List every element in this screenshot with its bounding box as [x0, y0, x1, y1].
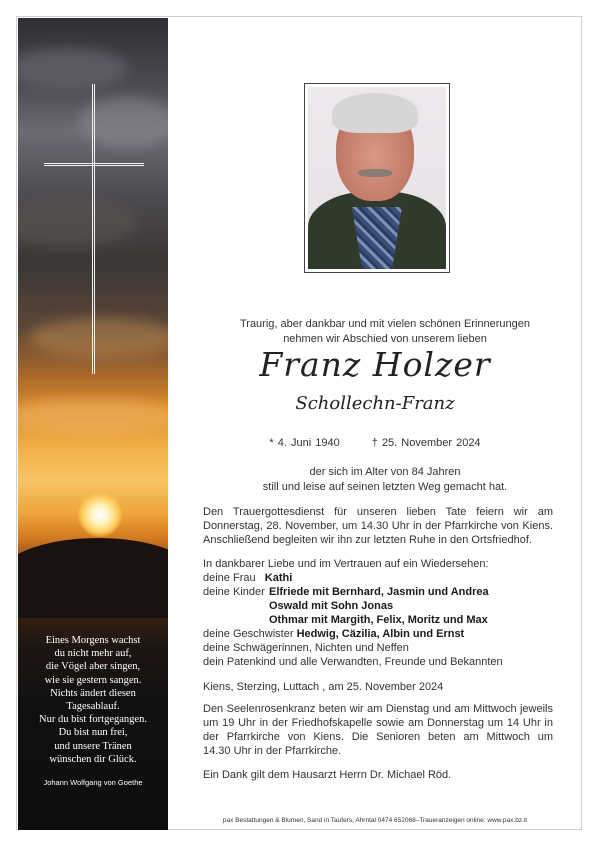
poem-line: Nichts ändert diesen — [50, 687, 136, 699]
place-date: Kiens, Sterzing, Luttach , am 25. November 2024 — [203, 681, 444, 693]
cloud — [18, 398, 168, 434]
intro-line: nehmen wir Abschied von unserem lieben — [283, 333, 487, 345]
children-prefix: deine Kinder — [203, 586, 265, 598]
children-line: Elfriede mit Bernhard, Jasmin und Andrea — [269, 586, 489, 598]
rosary-line: um 19 Uhr in der Friedhofskapelle sowie am Donnerstag um 14 Uhr in — [203, 717, 553, 729]
birth-date: * 4. Juni 1940 — [269, 437, 340, 449]
portrait-mustache — [358, 169, 392, 177]
hill-silhouette — [18, 538, 168, 618]
poem-line: wie sie gestern sangen. — [44, 674, 142, 686]
mourners-siblings — [203, 627, 553, 641]
thanks-text: Ein Dank gilt dem Hausarzt Herrn Dr. Michael Röd. — [203, 769, 452, 781]
death-date: † 25. November 2024 — [371, 437, 481, 449]
portrait-photo — [304, 83, 450, 273]
poem-line: wünschen dir Glück. — [49, 753, 137, 765]
children-line: Oswald mit Sohn Jonas — [269, 600, 394, 612]
wife-prefix: deine Frau — [203, 572, 256, 584]
poem — [18, 634, 168, 789]
cloud — [18, 198, 138, 248]
deceased-nickname: Schollechn-Franz — [295, 393, 455, 414]
sun — [78, 493, 122, 537]
age-line: der sich im Alter von 84 Jahren — [309, 466, 461, 478]
rosary-line: der Pfarrkirche von Kiens. Die Senioren beten am Mittwoch um — [203, 731, 553, 743]
cloud — [18, 48, 128, 88]
portrait-image — [308, 87, 446, 269]
service-text — [203, 505, 553, 547]
siblings-names: Hedwig, Cäzilia, Albin und Ernst — [296, 628, 465, 640]
service-line: Donnerstag, 28. November, um 14.30 Uhr in der Pfarrkirche von Kiens. — [203, 520, 553, 532]
footer-text: pax Bestattungen & Blumen, Sand in Taufers, Ahrntal 0474 652068–Traueranzeigen online: www.pax.bz.it — [222, 817, 528, 824]
rosary-line: Den Seelenrosenkranz beten wir am Dienstag und am Mittwoch jeweils — [203, 703, 553, 715]
children-line: Othmar mit Margith, Felix, Moritz und Max — [269, 614, 488, 626]
mourners-children — [203, 599, 553, 613]
cross-icon — [92, 84, 95, 374]
poem-line: Eines Morgens wachst — [45, 635, 141, 646]
intro-line: Traurig, aber dankbar und mit vielen schönen Erinnerungen — [239, 318, 531, 330]
age-line: still und leise auf seinen letzten Weg gemacht hat. — [262, 481, 508, 493]
rosary-text — [203, 702, 553, 758]
poem-line: und unsere Tränen — [54, 740, 132, 752]
poem-line: Tagesablauf. — [66, 701, 120, 713]
mourners-inlaws: deine Schwägerinnen, Nichten und Neffen — [203, 642, 409, 654]
service-line: Anschließend begleiten wir ihn zur letzten Ruhe in den Ortsfriedhof. — [203, 534, 532, 546]
mourners-intro: In dankbarer Liebe und im Vertrauen auf ein Wiedersehen: — [203, 558, 489, 570]
rosary-line: 14.30 Uhr in der Pfarrkirche. — [203, 745, 342, 757]
intro-text — [210, 317, 560, 347]
poem-line: du nicht mehr auf, — [54, 648, 132, 660]
siblings-prefix: deine Geschwister — [203, 628, 294, 640]
sunset-panel — [18, 18, 168, 830]
portrait-hair — [332, 93, 418, 133]
poem-author: Johann Wolfgang von Goethe — [43, 778, 143, 788]
age-text — [210, 465, 560, 495]
poem-line: Du bist nun frei, — [58, 727, 128, 739]
wife-name: Kathi — [264, 572, 293, 584]
cloud — [28, 318, 168, 358]
deceased-name: Franz Holzer — [259, 345, 491, 384]
mourners-wife — [203, 571, 553, 585]
poem-line: die Vögel aber singen, — [45, 661, 141, 673]
mourners-children — [203, 613, 553, 627]
life-dates — [200, 437, 550, 449]
mourners-list — [203, 557, 553, 669]
mourners-godchild: dein Patenkind und alle Verwandten, Freunde und Bekannten — [203, 656, 503, 668]
service-line: Den Trauergottesdienst für unseren lieben Tate feiern wir am — [203, 506, 553, 518]
cross-icon-bar — [44, 163, 144, 166]
mourners-children — [203, 585, 553, 599]
poem-line: Nur du bist fortgegangen. — [39, 714, 147, 726]
